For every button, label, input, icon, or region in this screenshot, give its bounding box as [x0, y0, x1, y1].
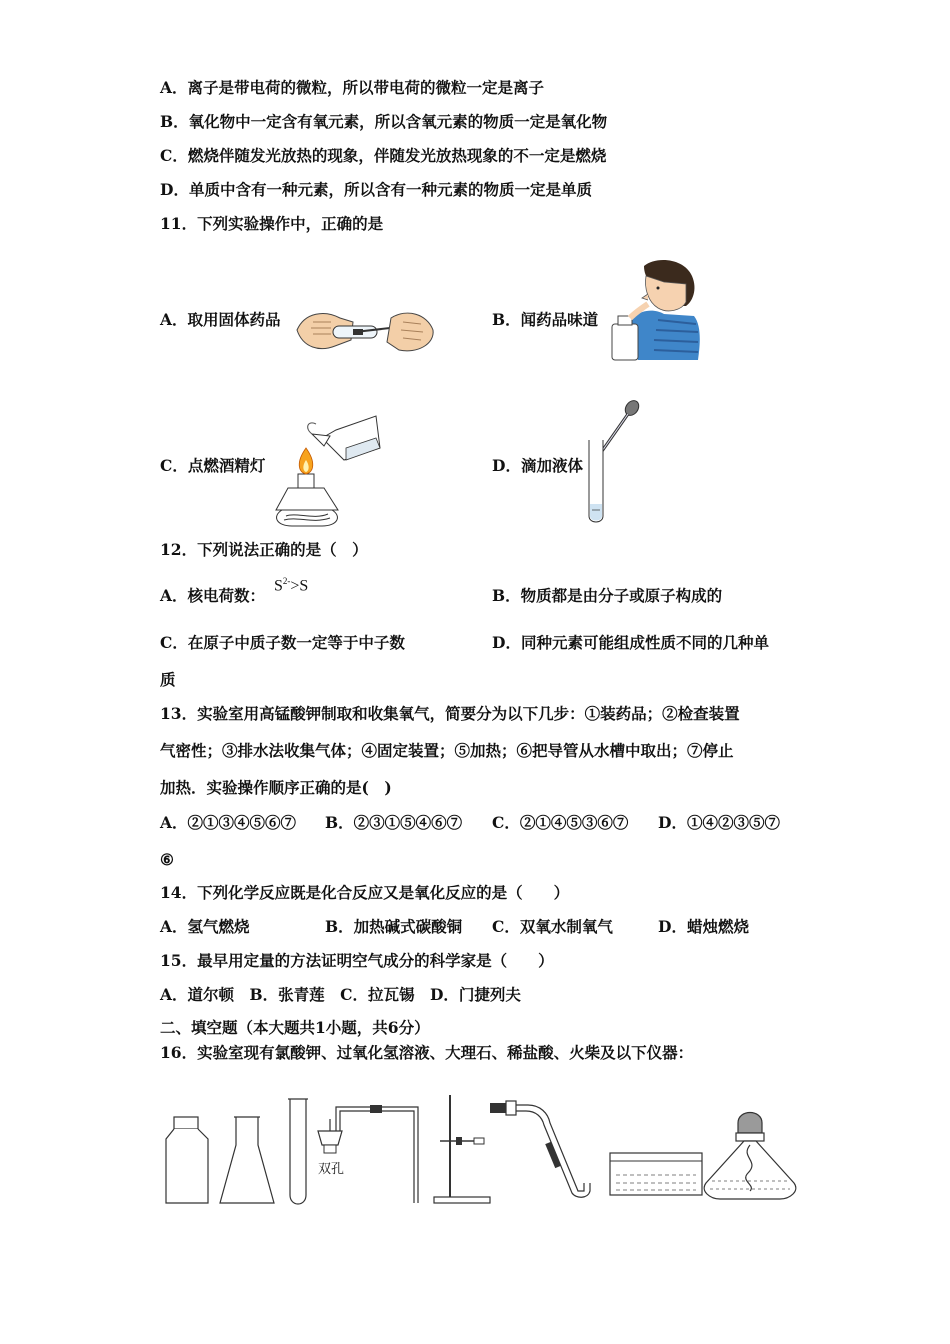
q13-option-c: C．②①④⑤③⑥⑦: [492, 813, 629, 832]
double-hole-stopper-icon: [318, 1105, 418, 1203]
q11-stem: 11．下列实验操作中，正确的是: [160, 214, 384, 233]
q13-option-b: B．②③①⑤④⑥⑦: [325, 813, 463, 832]
q10-option-b: B．氧化物中一定含有氧元素，所以含氧元素的物质一定是氧化物: [160, 112, 608, 131]
dropping-liquid-figure: [583, 400, 643, 525]
q12-option-d-continued: 质: [160, 670, 176, 689]
stopper-label: 双孔: [318, 1162, 345, 1177]
q13-option-d-continued: ⑥: [160, 850, 174, 869]
taking-solid-reagent-figure: [295, 300, 435, 360]
q13-stem-line1: 13．实验室用高锰酸钾制取和收集氧气，简要分为以下几步：①装药品；②检查装置: [160, 704, 740, 723]
gas-collecting-bottle-icon: [166, 1117, 208, 1203]
q13-option-a: A．②①③④⑤⑥⑦: [160, 813, 297, 832]
q13-stem-line2: 气密性；③排水法收集气体；④固定装置；⑤加热；⑥把导管从水槽中取出；⑦停止: [160, 741, 734, 760]
q14-stem: 14．下列化学反应既是化合反应又是氧化反应的是（ ）: [160, 883, 570, 902]
q12-option-c: C．在原子中质子数一定等于中子数: [160, 633, 405, 652]
delivery-tube-icon: [490, 1101, 590, 1197]
q12-stem: 12．下列说法正确的是（ ）: [160, 540, 368, 559]
q10-option-c: C．燃烧伴随发光放热的现象，伴随发光放热现象的不一定是燃烧: [160, 146, 607, 165]
formula-base: S: [274, 577, 283, 595]
conical-flask-icon: [220, 1117, 274, 1203]
q12-option-b: B．物质都是由分子或原子构成的: [492, 586, 723, 605]
q15-stem: 15．最早用定量的方法证明空气成分的科学家是（ ）: [160, 951, 554, 970]
q12-option-a: A．核电荷数：: [160, 586, 266, 605]
q14-option-b: B．加热碱式碳酸铜: [325, 917, 463, 936]
nuclear-charge-formula: [274, 576, 308, 595]
q11-option-a: A．取用固体药品: [160, 310, 281, 329]
q10-option-d: D．单质中含有一种元素，所以含有一种元素的物质一定是单质: [160, 180, 592, 199]
q11-option-b: B．闻药品味道: [492, 310, 599, 329]
q14-option-c: C．双氧水制氧气: [492, 917, 613, 936]
q11-option-c: C．点燃酒精灯: [160, 456, 266, 475]
smelling-reagent-figure: [608, 258, 703, 363]
section-title-fill-in: 二、填空题（本大题共1小题，共6分）: [160, 1018, 430, 1037]
q14-option-d: D．蜡烛燃烧: [658, 917, 749, 936]
q13-stem-line3: 加热．实验操作顺序正确的是( ): [160, 778, 392, 797]
q13-option-d: D．①④②③⑤⑦: [658, 813, 780, 832]
q14-option-a: A．氢气燃烧: [160, 917, 250, 936]
q10-option-a: A．离子是带电荷的微粒，所以带电荷的微粒一定是离子: [160, 78, 545, 97]
q16-stem: 16．实验室现有氯酸钾、过氧化氢溶液、大理石、稀盐酸、火柴及以下仪器：: [160, 1043, 694, 1062]
water-trough-icon: [610, 1153, 702, 1195]
q12-option-d: D．同种元素可能组成性质不同的几种单: [492, 633, 769, 652]
q15-options: A．道尔顿 B．张青莲 C．拉瓦锡 D．门捷列夫: [160, 985, 521, 1004]
lighting-alcohol-lamp-figure: [272, 408, 392, 528]
formula-rest: >S: [290, 577, 309, 595]
iron-stand-icon: [434, 1095, 490, 1203]
formula-charge: 2-: [282, 576, 291, 586]
lab-apparatus-figure: [160, 1095, 800, 1210]
test-tube-icon: [288, 1099, 308, 1204]
alcohol-lamp-icon: [704, 1113, 796, 1200]
q11-option-d: D．滴加液体: [492, 456, 583, 475]
